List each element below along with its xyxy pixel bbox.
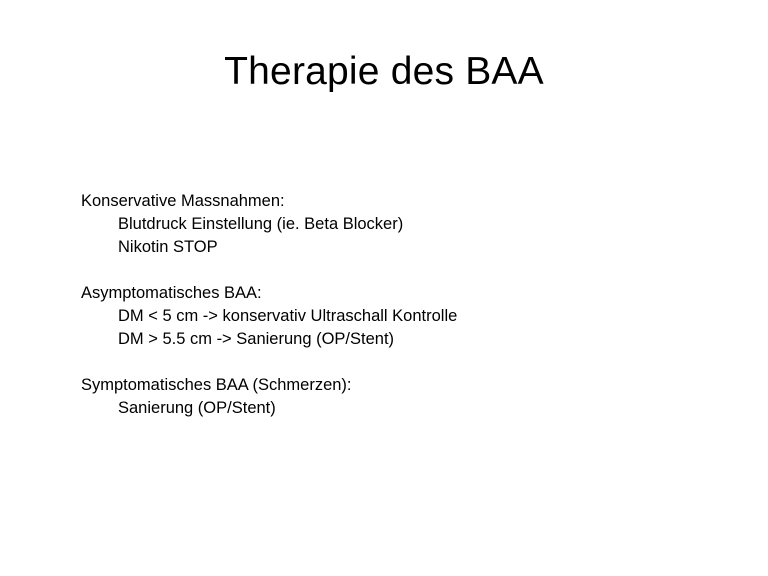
section-symptomatisches-baa xyxy=(81,374,741,420)
slide-body xyxy=(81,190,741,443)
section-items xyxy=(81,213,741,259)
slide-title: Therapie des BAA xyxy=(224,50,544,93)
list-item: Sanierung (OP/Stent) xyxy=(118,399,276,417)
list-item: Nikotin STOP xyxy=(118,238,218,256)
section-items xyxy=(81,397,741,420)
section-asymptomatisches-baa xyxy=(81,282,741,351)
section-heading: Konservative Massnahmen: xyxy=(81,192,285,210)
section-heading: Symptomatisches BAA (Schmerzen): xyxy=(81,376,352,394)
section-heading: Asymptomatisches BAA: xyxy=(81,284,262,302)
list-item: DM > 5.5 cm -> Sanierung (OP/Stent) xyxy=(118,330,395,348)
section-konservative-massnahmen xyxy=(81,190,741,259)
section-items xyxy=(81,305,741,351)
list-item: DM < 5 cm -> konservativ Ultraschall Kontrolle xyxy=(118,307,458,325)
list-item: Blutdruck Einstellung (ie. Beta Blocker) xyxy=(118,215,404,233)
